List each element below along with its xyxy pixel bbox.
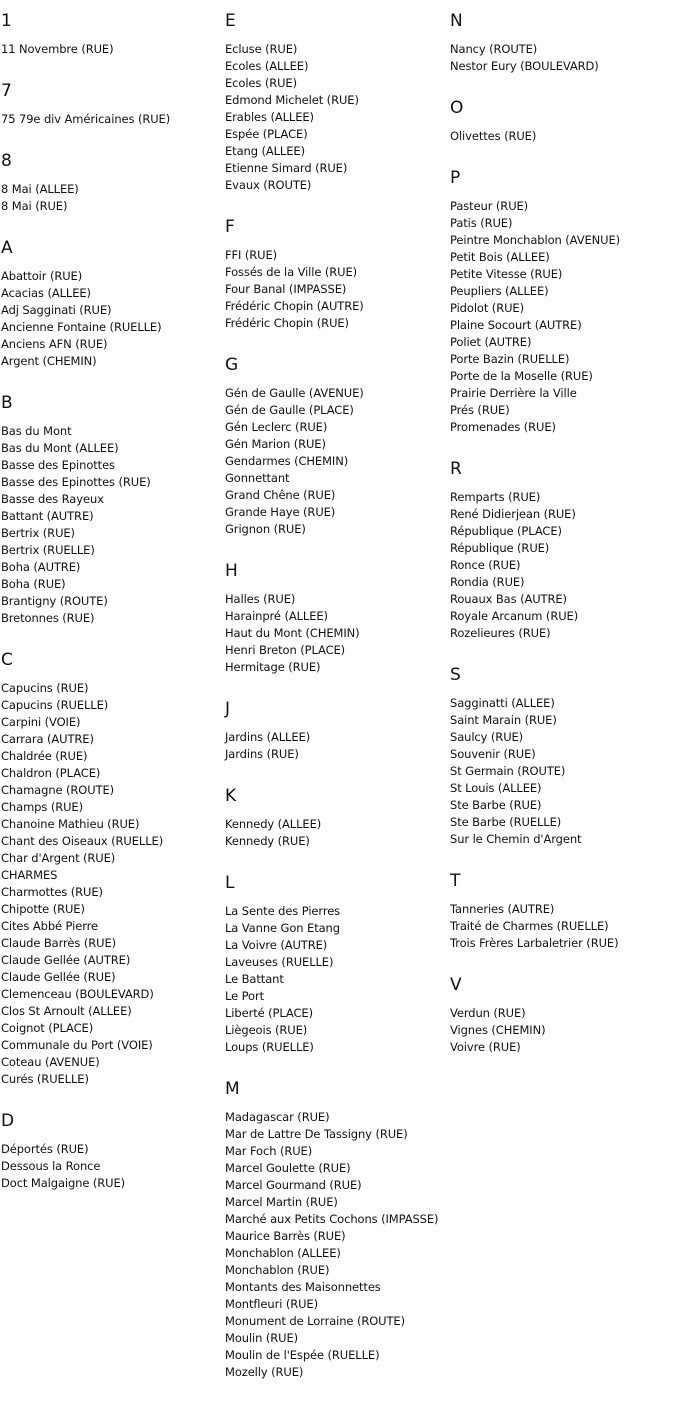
street-list [1, 423, 226, 627]
street-item: Marché aux Petits Cochons (IMPASSE) [225, 1212, 439, 1226]
street-item: Bas du Mont (ALLEE) [1, 441, 119, 455]
section-letter-heading: 7 [1, 81, 12, 101]
street-item: Chipotte (RUE) [1, 902, 85, 916]
street-item: Abattoir (RUE) [1, 269, 83, 283]
street-item: Grignon (RUE) [225, 522, 306, 536]
index-column-3 [450, 10, 675, 1078]
street-item: Boha (RUE) [1, 577, 66, 591]
street-item: Chant des Oiseaux (RUELLE) [1, 834, 164, 848]
section-letter-heading: K [225, 786, 237, 806]
street-item: FFI (RUE) [225, 248, 278, 262]
street-item: Chanoine Mathieu (RUE) [1, 817, 140, 831]
street-list [1, 268, 226, 370]
street-item: Carpini (VOIE) [1, 715, 81, 729]
street-item: Hermitage (RUE) [225, 660, 321, 674]
street-item: Ecoles (ALLEE) [225, 59, 309, 73]
street-item: Nancy (ROUTE) [450, 42, 538, 56]
street-item: Etienne Simard (RUE) [225, 161, 348, 175]
street-item: Bas du Mont [1, 424, 72, 438]
street-item: Claude Gellée (AUTRE) [1, 953, 131, 967]
street-item: La Vanne Gon Etang [225, 921, 340, 935]
street-item: Etang (ALLEE) [225, 144, 305, 158]
section-letter-heading: A [1, 238, 13, 258]
letter-section [225, 560, 450, 676]
street-list [225, 729, 450, 763]
section-letter-heading: E [225, 11, 236, 31]
letter-section [1, 150, 226, 215]
street-item: Haut du Mont (CHEMIN) [225, 626, 360, 640]
street-item: La Sente des Pierres [225, 904, 341, 918]
street-list [225, 816, 450, 850]
street-item: Battant (AUTRE) [1, 509, 94, 523]
street-item: Basse des Epinottes [1, 458, 115, 472]
street-item: Bertrix (RUELLE) [1, 543, 95, 557]
letter-section [450, 10, 675, 75]
street-item: Ste Barbe (RUE) [450, 798, 542, 812]
street-item: Carrara (AUTRE) [1, 732, 94, 746]
street-list [1, 181, 226, 215]
street-item: Dessous la Ronce [1, 1159, 101, 1173]
street-item: Harainpré (ALLEE) [225, 609, 328, 623]
street-item: La Voivre (AUTRE) [225, 938, 328, 952]
street-item: Ancienne Fontaine (RUELLE) [1, 320, 162, 334]
street-item: Ste Barbe (RUELLE) [450, 815, 562, 829]
street-list [225, 41, 450, 194]
street-item: Pasteur (RUE) [450, 199, 529, 213]
street-item: Trois Frères Larbaletrier (RUE) [450, 936, 619, 950]
street-item: Gén de Gaulle (AVENUE) [225, 386, 364, 400]
street-item: Acacias (ALLEE) [1, 286, 91, 300]
street-item: Clemenceau (BOULEVARD) [1, 987, 154, 1001]
street-item: Boha (AUTRE) [1, 560, 81, 574]
street-item: Monument de Lorraine (ROUTE) [225, 1314, 405, 1328]
street-list [1, 680, 226, 1088]
letter-section [225, 785, 450, 850]
street-item: Traité de Charmes (RUELLE) [450, 919, 609, 933]
section-letter-heading: T [450, 871, 461, 891]
street-item: Kennedy (RUE) [225, 834, 310, 848]
letter-section [1, 80, 226, 128]
street-item: Rondia (RUE) [450, 575, 525, 589]
street-item: Nestor Eury (BOULEVARD) [450, 59, 599, 73]
street-item: Bretonnes (RUE) [1, 611, 95, 625]
street-item: Le Port [225, 989, 265, 1003]
street-item: Moulin de l'Espée (RUELLE) [225, 1348, 380, 1362]
street-item: Laveuses (RUELLE) [225, 955, 334, 969]
street-item: Liberté (PLACE) [225, 1006, 313, 1020]
street-list [450, 901, 675, 952]
street-item: Rozelieures (RUE) [450, 626, 551, 640]
street-item: Liègeois (RUE) [225, 1023, 308, 1037]
street-item: République (PLACE) [450, 524, 562, 538]
street-item: Saint Marain (RUE) [450, 713, 557, 727]
street-item: Montants des Maisonnettes [225, 1280, 381, 1294]
street-item: Erables (ALLEE) [225, 110, 314, 124]
letter-section [1, 10, 226, 58]
street-list [225, 385, 450, 538]
street-item: 75 79e div Américaines (RUE) [1, 112, 171, 126]
street-item: Sur le Chemin d'Argent [450, 832, 582, 846]
index-column-1 [1, 10, 226, 1214]
street-item: Champs (RUE) [1, 800, 83, 814]
street-list [450, 1005, 675, 1056]
street-item: 11 Novembre (RUE) [1, 42, 114, 56]
street-item: Promenades (RUE) [450, 420, 556, 434]
street-item: Monchablon (ALLEE) [225, 1246, 341, 1260]
street-list [450, 41, 675, 75]
street-item: Claude Gellée (RUE) [1, 970, 116, 984]
section-letter-heading: N [450, 11, 463, 31]
street-item: Anciens AFN (RUE) [1, 337, 108, 351]
street-list [450, 198, 675, 436]
street-item: Clos St Arnoult (ALLEE) [1, 1004, 132, 1018]
letter-section [450, 167, 675, 436]
street-item: Porte de la Moselle (RUE) [450, 369, 593, 383]
letter-section [1, 392, 226, 627]
street-item: Four Banal (IMPASSE) [225, 282, 347, 296]
street-item: Gén Leclerc (RUE) [225, 420, 328, 434]
street-item: Plaine Socourt (AUTRE) [450, 318, 582, 332]
street-item: Marcel Gourmand (RUE) [225, 1178, 362, 1192]
street-item: Petite Vitesse (RUE) [450, 267, 563, 281]
letter-section [1, 237, 226, 370]
street-item: Char d'Argent (RUE) [1, 851, 116, 865]
street-item: Gonnettant [225, 471, 290, 485]
street-list [1, 111, 226, 128]
section-letter-heading: S [450, 665, 461, 685]
street-item: Mar Foch (RUE) [225, 1144, 313, 1158]
street-item: Capucins (RUE) [1, 681, 89, 695]
section-letter-heading: J [225, 699, 231, 719]
street-item: Petit Bois (ALLEE) [450, 250, 550, 264]
street-item: Moulin (RUE) [225, 1331, 299, 1345]
street-item: Patis (RUE) [450, 216, 513, 230]
street-item: Voivre (RUE) [450, 1040, 521, 1054]
street-item: Maurice Barrès (RUE) [225, 1229, 346, 1243]
street-item: Claude Barrès (RUE) [1, 936, 116, 950]
street-item: Argent (CHEMIN) [1, 354, 97, 368]
street-item: Marcel Goulette (RUE) [225, 1161, 351, 1175]
street-item: Frédéric Chopin (AUTRE) [225, 299, 364, 313]
letter-section [225, 1078, 450, 1381]
section-letter-heading: O [450, 98, 464, 118]
section-letter-heading: 1 [1, 11, 12, 31]
street-item: Déportés (RUE) [1, 1142, 89, 1156]
street-item: Rouaux Bas (AUTRE) [450, 592, 567, 606]
street-item: Fossés de la Ville (RUE) [225, 265, 358, 279]
section-letter-heading: F [225, 217, 235, 237]
street-list [1, 41, 226, 58]
street-list [225, 591, 450, 676]
street-item: 8 Mai (ALLEE) [1, 182, 79, 196]
street-item: Cites Abbé Pierre [1, 919, 98, 933]
street-item: Royale Arcanum (RUE) [450, 609, 579, 623]
section-letter-heading: M [225, 1079, 240, 1099]
street-list [450, 128, 675, 145]
street-item: Basse des Rayeux [1, 492, 104, 506]
street-list [225, 247, 450, 332]
street-item: Prés (RUE) [450, 403, 510, 417]
street-item: Loups (RUELLE) [225, 1040, 314, 1054]
street-item: René Didierjean (RUE) [450, 507, 576, 521]
section-letter-heading: D [1, 1111, 15, 1131]
street-list [450, 695, 675, 848]
street-item: Monchablon (RUE) [225, 1263, 330, 1277]
street-item: Gendarmes (CHEMIN) [225, 454, 349, 468]
street-item: Ecluse (RUE) [225, 42, 298, 56]
street-item: Curés (RUELLE) [1, 1072, 89, 1086]
street-item: Remparts (RUE) [450, 490, 541, 504]
street-item: Grand Chêne (RUE) [225, 488, 336, 502]
street-item: Espée (PLACE) [225, 127, 308, 141]
street-item: Edmond Michelet (RUE) [225, 93, 359, 107]
street-list [225, 1109, 450, 1381]
street-item: Brantigny (ROUTE) [1, 594, 108, 608]
section-letter-heading: R [450, 459, 462, 479]
street-item: Communale du Port (VOIE) [1, 1038, 153, 1052]
street-item: Peupliers (ALLEE) [450, 284, 549, 298]
street-item: Prairie Derrière la Ville [450, 386, 577, 400]
letter-section [450, 870, 675, 952]
street-item: Montfleuri (RUE) [225, 1297, 318, 1311]
section-letter-heading: C [1, 650, 13, 670]
street-item: Verdun (RUE) [450, 1006, 526, 1020]
index-column-2 [225, 10, 450, 1403]
street-item: Capucins (RUELLE) [1, 698, 109, 712]
street-item: République (RUE) [450, 541, 550, 555]
street-item: Peintre Monchablon (AVENUE) [450, 233, 621, 247]
street-item: Henri Breton (PLACE) [225, 643, 346, 657]
street-item: Olivettes (RUE) [450, 129, 537, 143]
street-item: Porte Bazin (RUELLE) [450, 352, 570, 366]
street-item: Saulcy (RUE) [450, 730, 524, 744]
street-list [450, 489, 675, 642]
section-letter-heading: 8 [1, 151, 12, 171]
street-item: Adj Sagginati (RUE) [1, 303, 112, 317]
street-item: St Germain (ROUTE) [450, 764, 566, 778]
letter-section [450, 664, 675, 848]
section-letter-heading: G [225, 355, 239, 375]
section-letter-heading: P [450, 168, 461, 188]
street-item: Chaldron (PLACE) [1, 766, 101, 780]
section-letter-heading: L [225, 873, 235, 893]
street-item: Jardins (ALLEE) [225, 730, 311, 744]
street-item: Doct Malgaigne (RUE) [1, 1176, 126, 1190]
street-item: Evaux (ROUTE) [225, 178, 312, 192]
street-list [225, 903, 450, 1056]
street-item: Mar de Lattre De Tassigny (RUE) [225, 1127, 408, 1141]
letter-section [450, 97, 675, 145]
street-item: Marcel Martin (RUE) [225, 1195, 338, 1209]
letter-section [450, 974, 675, 1056]
street-item: Ronce (RUE) [450, 558, 521, 572]
street-item: Madagascar (RUE) [225, 1110, 330, 1124]
street-item: Gén Marion (RUE) [225, 437, 326, 451]
letter-section [225, 354, 450, 538]
street-item: Chamagne (ROUTE) [1, 783, 115, 797]
street-item: Poliet (AUTRE) [450, 335, 532, 349]
street-item: Grande Haye (RUE) [225, 505, 336, 519]
letter-section [225, 698, 450, 763]
street-item: Kennedy (ALLEE) [225, 817, 322, 831]
street-item: 8 Mai (RUE) [1, 199, 68, 213]
street-item: Charmottes (RUE) [1, 885, 103, 899]
street-item: Frédéric Chopin (RUE) [225, 316, 349, 330]
street-item: Souvenir (RUE) [450, 747, 536, 761]
street-item: Pidolot (RUE) [450, 301, 524, 315]
street-item: CHARMES [1, 868, 58, 882]
street-item: Ecoles (RUE) [225, 76, 297, 90]
street-item: Vignes (CHEMIN) [450, 1023, 546, 1037]
street-list [1, 1141, 226, 1192]
street-item: Halles (RUE) [225, 592, 296, 606]
street-item: Tanneries (AUTRE) [450, 902, 555, 916]
letter-section [450, 458, 675, 642]
street-item: Coignot (PLACE) [1, 1021, 94, 1035]
street-item: Coteau (AVENUE) [1, 1055, 100, 1069]
letter-section [225, 872, 450, 1056]
section-letter-heading: H [225, 561, 238, 581]
street-item: Sagginatti (ALLEE) [450, 696, 555, 710]
street-item: St Louis (ALLEE) [450, 781, 542, 795]
street-item: Mozelly (RUE) [225, 1365, 304, 1379]
letter-section [1, 1110, 226, 1192]
street-item: Gén de Gaulle (PLACE) [225, 403, 354, 417]
section-letter-heading: V [450, 975, 462, 995]
letter-section [225, 216, 450, 332]
street-item: Basse des Epinottes (RUE) [1, 475, 151, 489]
street-item: Chaldrée (RUE) [1, 749, 88, 763]
street-item: Jardins (RUE) [225, 747, 299, 761]
street-item: Le Battant [225, 972, 284, 986]
section-letter-heading: B [1, 393, 13, 413]
letter-section [225, 10, 450, 194]
letter-section [1, 649, 226, 1088]
street-item: Bertrix (RUE) [1, 526, 75, 540]
